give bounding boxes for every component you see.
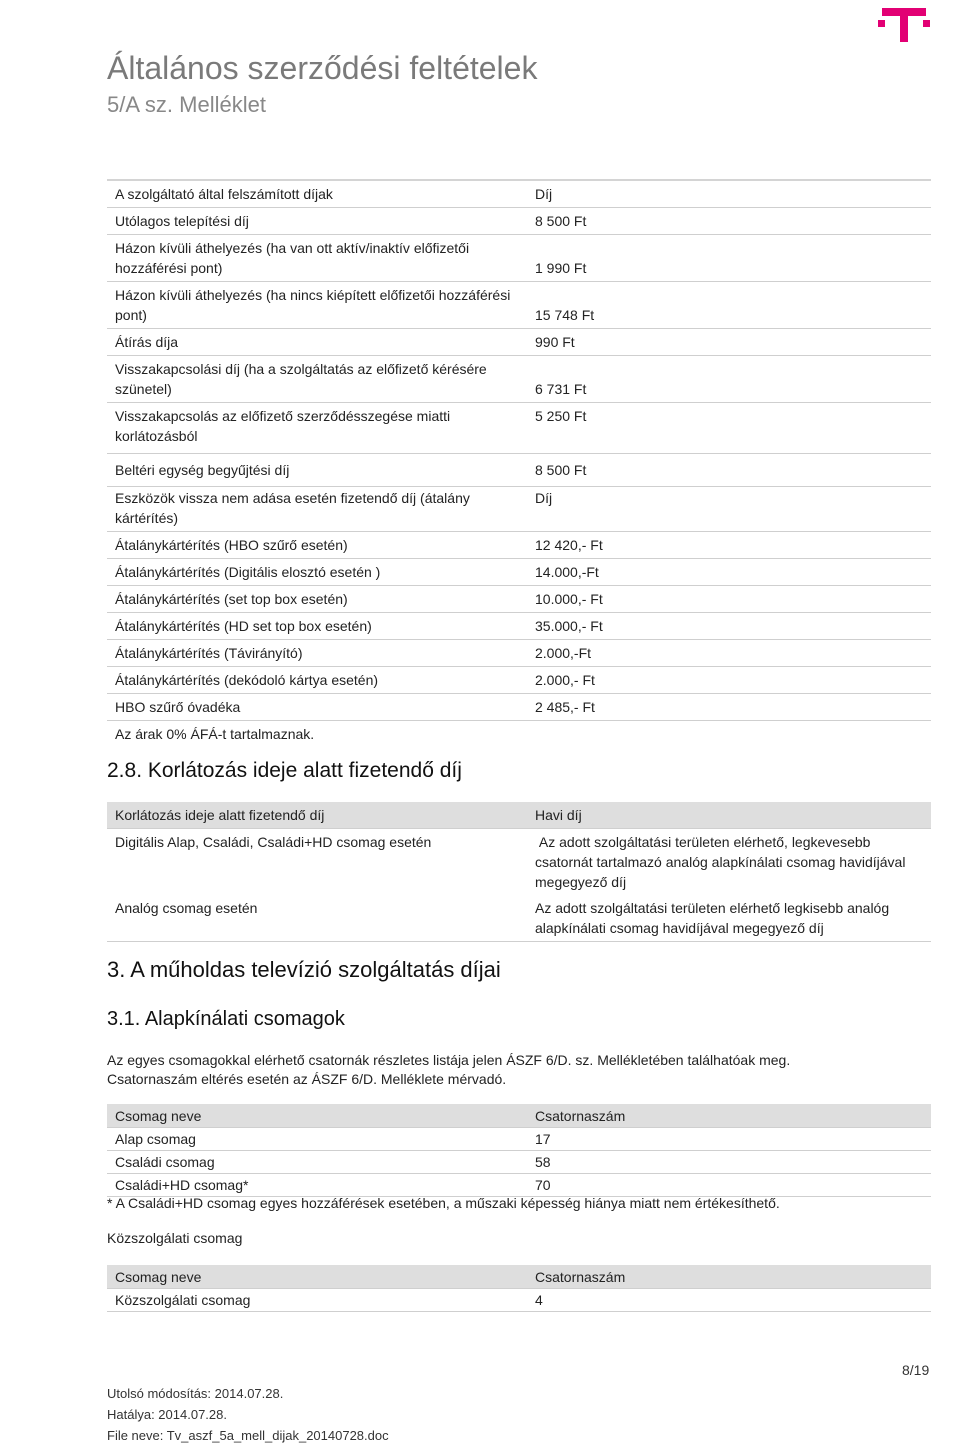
table-row bbox=[107, 613, 931, 640]
table-row bbox=[107, 667, 931, 694]
row-value: 8 500 Ft bbox=[527, 208, 931, 235]
packages-col-channels: Csatornaszám bbox=[527, 1104, 931, 1128]
table-row bbox=[107, 329, 931, 356]
logo-dot-right bbox=[923, 20, 930, 27]
row-value: 58 bbox=[527, 1151, 931, 1174]
fees-table bbox=[107, 179, 931, 487]
section-heading: 3. A műholdas televízió szolgáltatás díjai bbox=[107, 957, 501, 982]
description-line: Csatornaszám eltérés esetén az ÁSZF 6/D. Melléklete mérvadó. bbox=[107, 1071, 507, 1087]
devices-table bbox=[107, 485, 931, 747]
row-label: Alap csomag bbox=[107, 1128, 527, 1151]
row-label: Családi csomag bbox=[107, 1151, 527, 1174]
row-value: 15 748 Ft bbox=[527, 282, 931, 329]
row-label: Átalánykártérítés (set top box esetén) bbox=[107, 586, 527, 613]
row-label: Visszakapcsolás az előfizető szerződésszegése miatti korlátozásból bbox=[107, 403, 527, 454]
public-package-table bbox=[107, 1265, 931, 1312]
section-heading: 2.8. Korlátozás ideje alatt fizetendő díj bbox=[107, 759, 462, 782]
row-value: 4 bbox=[527, 1289, 931, 1312]
footnote: * A Családi+HD csomag egyes hozzáférések esetében, a műszaki képesség hiánya miatt nem értékesíthető. bbox=[107, 1195, 780, 1211]
row-value: 35.000,- Ft bbox=[527, 613, 931, 640]
telekom-logo bbox=[878, 2, 930, 46]
restriction-col-value: Havi díj bbox=[527, 802, 931, 829]
table-row bbox=[107, 586, 931, 613]
fees-table-header bbox=[107, 180, 931, 208]
footer bbox=[107, 1383, 389, 1446]
row-label: Házon kívüli áthelyezés (ha nincs kiépített előfizetői hozzáférési pont) bbox=[107, 282, 527, 329]
table-row bbox=[107, 235, 931, 282]
public-col-channels: Csatornaszám bbox=[527, 1265, 931, 1289]
row-label: Analóg csomag esetén bbox=[107, 895, 527, 942]
row-value: 5 250 Ft bbox=[527, 403, 931, 454]
row-label: Átalánykártérítés (dekódoló kártya esetén) bbox=[107, 667, 527, 694]
table-row bbox=[107, 454, 931, 487]
footer-modified: Utolsó módosítás: 2014.07.28. bbox=[107, 1386, 284, 1401]
packages-col-name: Csomag neve bbox=[107, 1104, 527, 1128]
row-value: 6 731 Ft bbox=[527, 356, 931, 403]
page-number: 8/19 bbox=[902, 1362, 930, 1378]
restriction-col-label: Korlátozás ideje alatt fizetendő díj bbox=[107, 802, 527, 829]
restriction-table bbox=[107, 802, 931, 942]
row-value: 1 990 Ft bbox=[527, 235, 931, 282]
public-table-header bbox=[107, 1265, 931, 1289]
row-label: Digitális Alap, Családi, Családi+HD csomag esetén bbox=[115, 834, 432, 850]
description-line: Az egyes csomagokkal elérhető csatornák részletes listája jelen ÁSZF 6/D. sz. Mellékletében találhatóak meg. bbox=[107, 1052, 791, 1068]
vat-note-row bbox=[107, 721, 931, 748]
row-value: 8 500 Ft bbox=[527, 454, 931, 487]
page-subtitle: 5/A sz. Melléklet bbox=[107, 92, 266, 117]
row-label: Átalánykártérítés (Digitális elosztó esetén ) bbox=[107, 559, 527, 586]
row-label: Közszolgálati csomag bbox=[107, 1289, 527, 1312]
row-value: 2 485,- Ft bbox=[527, 694, 931, 721]
row-value: 17 bbox=[527, 1128, 931, 1151]
row-label: Visszakapcsolási díj (ha a szolgáltatás az előfizető kérésére szünetel) bbox=[107, 356, 527, 403]
table-row bbox=[107, 532, 931, 559]
footer-filename: File neve: Tv_aszf_5a_mell_dijak_20140728.doc bbox=[107, 1428, 389, 1443]
table-row bbox=[107, 356, 931, 403]
public-col-name: Csomag neve bbox=[107, 1265, 527, 1289]
restriction-table-header bbox=[107, 802, 931, 829]
row-label: Átalánykártérítés (HBO szűrő esetén) bbox=[107, 532, 527, 559]
subsection-heading: 3.1. Alapkínálati csomagok bbox=[107, 1008, 345, 1030]
row-label: Családi+HD csomag* bbox=[107, 1174, 527, 1197]
table-row bbox=[107, 559, 931, 586]
table-row bbox=[107, 829, 931, 896]
row-label: Beltéri egység begyűjtési díj bbox=[107, 454, 527, 487]
fees-col-label: A szolgáltató által felszámított díjak bbox=[107, 180, 527, 208]
logo-dot-left bbox=[878, 20, 885, 27]
footer-effective: Hatálya: 2014.07.28. bbox=[107, 1407, 227, 1422]
row-value: Az adott szolgáltatási területen elérhető, legkevesebb csatornát tartalmazó analóg alapkínálati csomag havidíjával megegyező díj bbox=[535, 834, 910, 890]
table-row bbox=[107, 694, 931, 721]
row-value: 14.000,-Ft bbox=[527, 559, 931, 586]
table-row bbox=[107, 282, 931, 329]
row-value: 2.000,- Ft bbox=[527, 667, 931, 694]
row-value: 12 420,- Ft bbox=[527, 532, 931, 559]
table-row bbox=[107, 208, 931, 235]
row-label: Átírás díja bbox=[107, 329, 527, 356]
packages-table bbox=[107, 1104, 931, 1197]
devices-col-label: Eszközök vissza nem adása esetén fizetendő díj (átalány kártérítés) bbox=[107, 485, 527, 532]
row-value: 70 bbox=[527, 1174, 931, 1197]
table-row bbox=[107, 640, 931, 667]
devices-col-value: Díj bbox=[527, 485, 931, 532]
row-value: 10.000,- Ft bbox=[527, 586, 931, 613]
packages-table-header bbox=[107, 1104, 931, 1128]
table-row bbox=[107, 1128, 931, 1151]
fees-col-value: Díj bbox=[527, 180, 931, 208]
public-package-heading: Közszolgálati csomag bbox=[107, 1230, 243, 1246]
vat-note: Az árak 0% ÁFÁ-t tartalmaznak. bbox=[115, 726, 315, 742]
row-value: 2.000,-Ft bbox=[527, 640, 931, 667]
table-row bbox=[107, 403, 931, 454]
row-value: Az adott szolgáltatási területen elérhető legkisebb analóg alapkínálati csomag havidíjával megegyező díj bbox=[527, 895, 931, 942]
page-title: Általános szerződési feltételek bbox=[107, 50, 538, 86]
row-value: 990 Ft bbox=[527, 329, 931, 356]
row-label: Átalánykártérítés (HD set top box esetén) bbox=[107, 613, 527, 640]
row-label: Átalánykártérítés (Távirányító) bbox=[107, 640, 527, 667]
row-label: HBO szűrő óvadéka bbox=[107, 694, 527, 721]
table-row bbox=[107, 1151, 931, 1174]
row-label: Utólagos telepítési díj bbox=[107, 208, 527, 235]
logo-stem bbox=[900, 8, 908, 42]
devices-table-header bbox=[107, 485, 931, 532]
table-row bbox=[107, 1289, 931, 1312]
row-label: Házon kívüli áthelyezés (ha van ott aktív/inaktív előfizetői hozzáférési pont) bbox=[107, 235, 527, 282]
table-row bbox=[107, 895, 931, 942]
